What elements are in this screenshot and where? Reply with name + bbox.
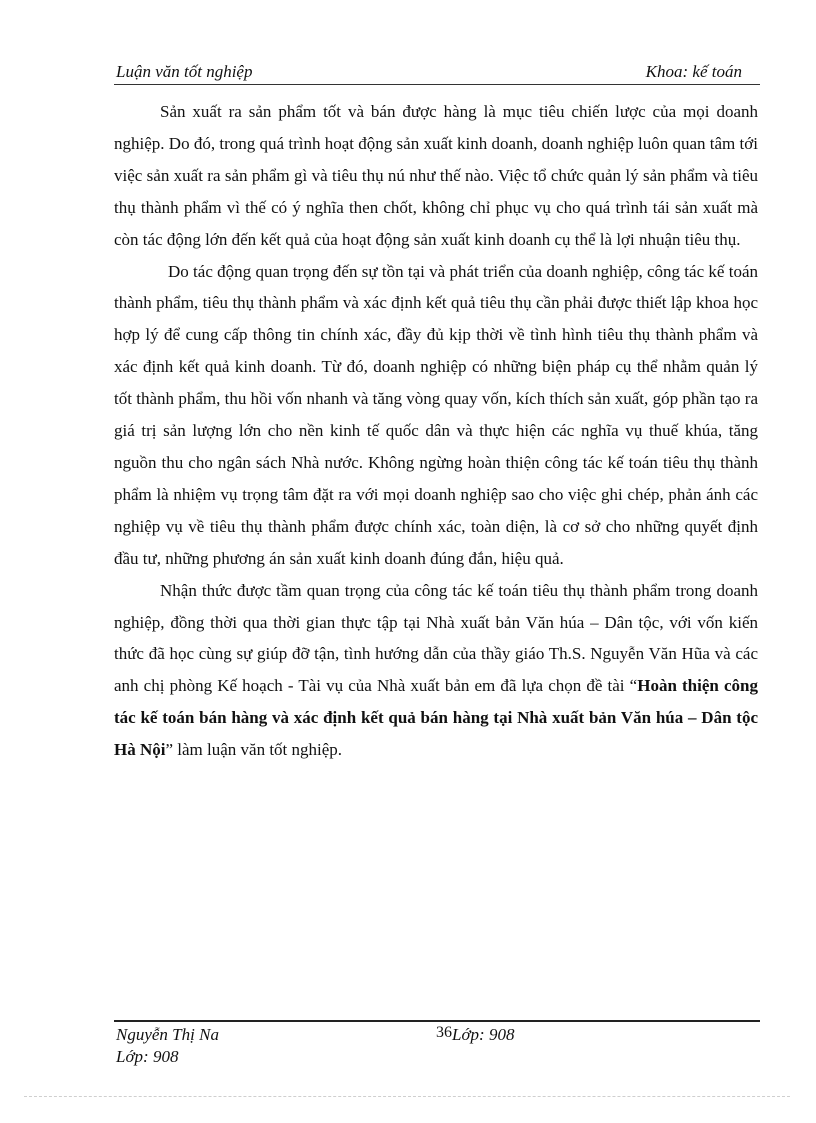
footer-divider [114,1020,760,1022]
page-header [114,58,760,85]
page-number: 36 [436,1024,452,1041]
page-bottom-edge [24,1096,790,1097]
footer-class-left: Lớp: 908 [116,1047,179,1066]
footer-class-center: Lớp: 908 [452,1025,515,1044]
paragraph-3-end: ” làm luận văn tốt nghiệp. [165,740,343,760]
header-thesis-title: Luận văn tốt nghiệp [116,62,253,81]
thesis-topic-bold: Hoàn thiện công tác kế toán bán hàng và xác định kết quả bán hàng tại Nhà xuất bản Văn húa – Dân tộc Hà Nội [114,676,758,760]
paragraph-2: Do tác động quan trọng đến sự tồn tại và phát triển của doanh nghiệp, công tác kế toán thành phẩm, tiêu thụ thành phẩm và xác định kết quả tiêu thụ cần phải được thiết lập khoa học hợp lý để cung cấp thông tin chính xác, đầy đủ kịp thời về tình hình tiêu thụ thành phẩm và xác định kết quả kinh doanh. Từ đó, doanh nghiệp có những biện pháp cụ thể nhằm quản lý tốt thành phẩm, thu hồi vốn nhanh và tăng vòng quay vốn, kích thích sản xuất, góp phần tạo ra giá trị sản lượng lớn cho nền kinh tế quốc dân và thực hiện các nghĩa vụ thuế khúa, tăng nguồn thu cho ngân sách Nhà nước. Không ngừng hoàn thiện công tác kế toán tiêu thụ thành phẩm là nhiệm vụ trọng tâm đặt ra với mọi doanh nghiệp sao cho việc ghi chép, phản ánh các nghiệp vụ về tiêu thụ thành phẩm được chính xác, toàn diện, là cơ sở cho những quyết định đầu tư, những phương án sản xuất kinh doanh đúng đắn, hiệu quả. [114,261,758,568]
footer-author: Nguyễn Thị Na [116,1025,219,1044]
document-body [114,96,758,766]
paragraph-1: Sản xuất ra sản phẩm tốt và bán được hàng là mục tiêu chiến lược của mọi doanh nghiệp. Do đó, trong quá trình hoạt động sản xuất kinh doanh, doanh nghiệp luôn quan tâm tới việc sản xuất ra sản phẩm gì và tiêu thụ nú như thế nào. Việc tổ chức quản lý sản phẩm và tiêu thụ thành phẩm vì thế có ý nghĩa then chốt, không chỉ phục vụ cho quá trình tái sản xuất mà còn tác động lớn đến kết quả của hoạt động sản xuất kinh doanh cụ thể là lợi nhuận tiêu thụ. [114,102,758,249]
header-faculty: Khoa: kế toán [645,62,742,81]
paragraph-3 [114,575,758,766]
paragraph-3-start: Nhận thức được tầm quan trọng của công tác kế toán tiêu thụ thành phẩm trong doanh nghiệp, đồng thời qua thời gian thực tập tại Nhà xuất bản Văn húa – Dân tộc, với vốn kiến thức đã học cùng sự giúp đỡ tận, tình hướng dẫn của thầy giáo Th.S. Nguyễn Văn Hũa và các anh chị phòng Kế hoạch - Tài vụ của Nhà xuất bản em đã lựa chọn đề tài “ [114,580,758,696]
